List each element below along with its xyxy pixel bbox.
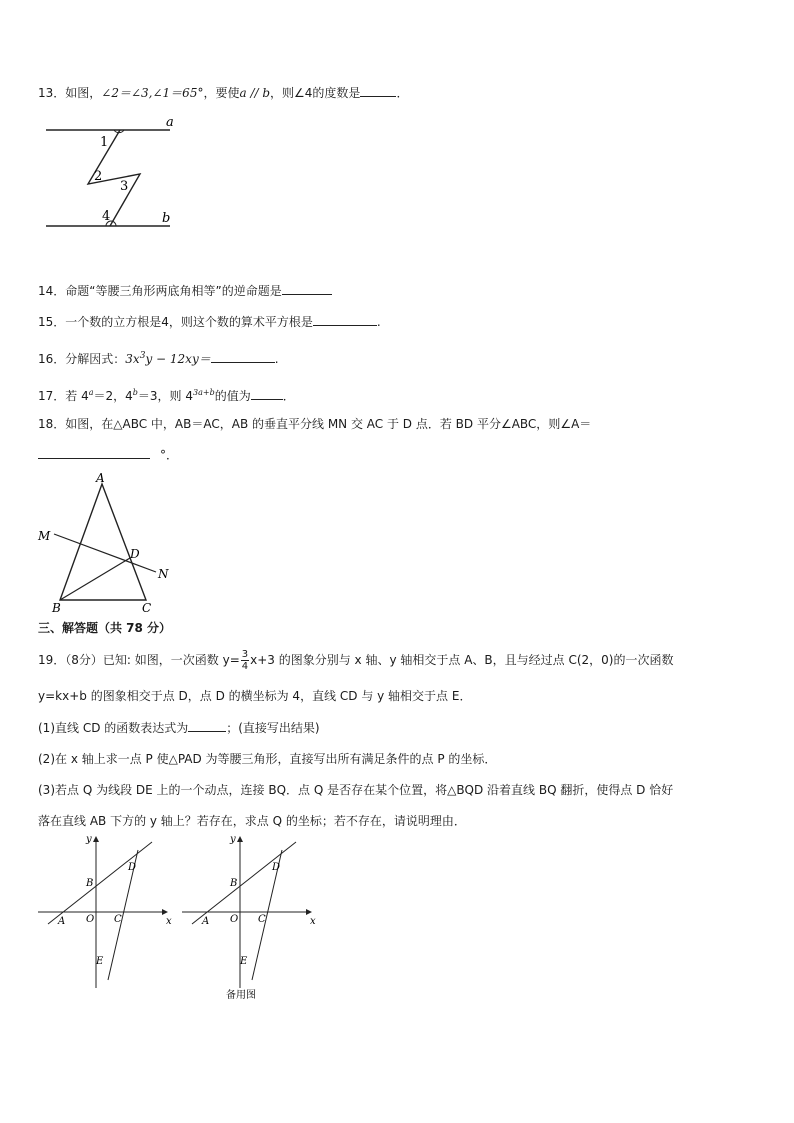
question-text: . [376,315,381,329]
parallel-condition: a // b [239,86,271,100]
point-b-label: B [230,878,238,889]
angle-4-label: 4 [102,209,111,224]
question-text: 的值为 [214,389,251,403]
question-number: 19． [38,653,66,667]
question-text: x+3 的图象分别与 x 轴、y 轴相交于点 A、B，且与经过点 C(2，0)的一次函数 [250,653,674,667]
point-d-label: D [130,547,140,561]
answer-blank[interactable] [313,313,377,326]
x-axis-label: x [166,916,172,927]
question-16 [38,347,279,368]
x-axis-label: x [310,916,316,927]
question-19-line-2: y=kx+b 的图象相交于点 D，点 D 的横坐标为 4，直线 CD 与 y 轴相交于点 E． [38,689,472,703]
question-14 [38,282,332,300]
figure-triangle-abc [34,470,174,616]
point-a-label: A [202,916,210,927]
figure-coordinate-plane [36,832,176,992]
question-text: . [274,352,279,366]
question-text: 若 4 [65,389,89,403]
question-text: 一个数的立方根是4，则这个数的算术平方根是 [65,315,313,329]
question-text: ，要使 [203,86,240,100]
question-19-part-3-line-1: (3)若点 Q 为线段 DE 上的一个动点，连接 BQ．点 Q 是否存在某个位置，将△BQD 沿着直线 BQ 翻折，使得点 D 恰好 [38,783,674,797]
vertex-c-label: C [142,601,152,615]
question-text: 已知: 如图，一次函数 y= [102,653,240,667]
question-text: ． [396,86,409,100]
point-d-label: D [272,862,281,873]
question-text: °． [160,448,179,462]
exponent: a [88,388,94,397]
point-m-label: M [38,529,51,543]
exponent: 3a+b [193,388,215,397]
question-number: 17． [38,389,66,403]
condition: ∠2＝∠3,∠1＝65° [101,86,204,100]
point-d-label: D [128,862,137,873]
question-text: 命题“等腰三角形两底角相等”的逆命题是 [65,284,282,298]
question-19-part-1 [38,719,320,737]
line-a-label: a [166,115,174,130]
angle-2-label: 2 [94,169,103,184]
y-axis-label: y [230,834,236,845]
question-number: 18． [38,417,66,431]
y-axis-label: y [86,834,92,845]
point-c-label: C [258,914,266,925]
section-title: 三、解答题（共 78 分） [38,621,172,635]
question-15 [38,313,381,331]
answer-blank[interactable] [188,719,226,732]
origin-label: O [86,914,95,925]
answer-blank[interactable] [38,446,150,459]
answer-blank[interactable] [282,282,332,295]
angle-3-label: 3 [120,179,129,194]
question-number: 15． [38,315,66,329]
point-e-label: E [96,956,104,967]
expression: y − 12xy＝ [145,352,211,366]
exponent: b [132,388,138,397]
point-e-label: E [240,956,248,967]
fraction [241,649,249,672]
fraction-numerator: 3 [241,649,249,660]
vertex-a-label: A [96,471,105,485]
question-text: ；(直接写出结果) [226,721,320,735]
question-points: （8分） [65,653,103,667]
figure-backup-coordinate-plane [180,832,320,1004]
point-c-label: C [114,914,122,925]
question-13 [38,84,408,102]
question-text: 分解因式： [65,352,126,366]
figure-caption: 备用图 [226,990,256,1001]
question-18-answer-line [38,446,178,464]
expression: 3x [125,352,140,366]
answer-blank[interactable] [211,350,275,363]
question-17 [38,384,295,405]
answer-blank[interactable] [360,84,396,97]
point-a-label: A [58,916,66,927]
question-text: (1)直线 CD 的函数表达式为 [38,721,189,735]
line-b-label: b [162,211,171,226]
question-text: 如图， [65,86,102,100]
question-text: ＝3，则 4 [137,389,194,403]
question-number: 14． [38,284,66,298]
angle-1-label: 1 [100,135,109,150]
question-text: 如图，在△ABC 中，AB＝AC，AB 的垂直平分线 MN 交 AC 于 D 点．若 BD 平分∠ABC，则∠A＝ [65,417,592,431]
point-b-label: B [86,878,94,889]
question-text: ，则∠4的度数是 [270,86,361,100]
question-text: ＝2，4 [93,389,133,403]
fraction-denominator: 4 [241,661,249,672]
answer-blank[interactable] [251,387,283,400]
vertex-b-label: B [52,601,61,615]
question-19-line-1 [38,648,673,672]
exponent: 3 [139,351,146,361]
question-19-part-2: (2)在 x 轴上求一点 P 使△PAD 为等腰三角形，直接写出所有满足条件的点 P 的坐标． [38,752,497,766]
question-text: ． [282,389,295,403]
question-19-part-3-line-2: 落在直线 AB 下方的 y 轴上？若存在，求点 Q 的坐标；若不存在，请说明理由． [38,814,466,828]
figure-parallel-lines [40,112,190,236]
question-number: 16． [38,352,66,366]
point-n-label: N [158,567,169,581]
question-18 [38,415,591,433]
origin-label: O [230,914,239,925]
question-number: 13． [38,86,66,100]
